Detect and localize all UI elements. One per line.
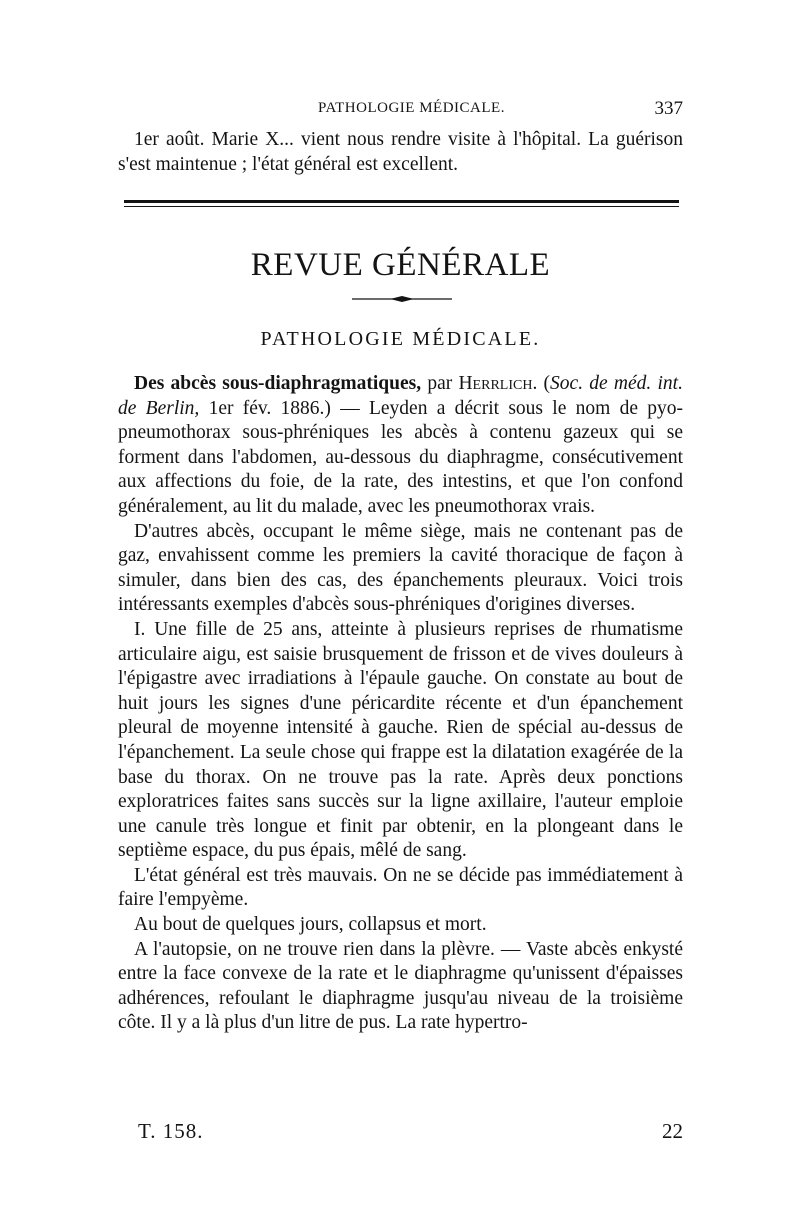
article-paragraph: A l'autopsie, on ne trouve rien dans la plèvre. — Vaste abcès enkysté entre la face convexe de la rate et le diaphragme qu'unissent d'épaisses adhérences, refoulant le diaphragme jusqu'au niveau de la troisième côte. Il y a là plus d'un litre de pus. La rate hypertro- xyxy=(118,938,683,1034)
signature-mark: 22 xyxy=(662,1119,683,1143)
tome-number: T. 158. xyxy=(138,1119,204,1143)
double-rule-thick xyxy=(124,200,679,203)
intro-paragraph: 1er août. Marie X... vient nous rendre visite à l'hôpital. La guérison s'est maintenue ; l'état général est excellent. xyxy=(118,129,683,175)
article-citation-date: 1er fév. 1886.) xyxy=(199,397,331,419)
article-paragraph: Au bout de quelques jours, collapsus et mort. xyxy=(134,914,487,936)
running-head xyxy=(118,98,683,124)
main-heading: REVUE GÉNÉRALE xyxy=(250,247,551,283)
article-body xyxy=(118,372,683,1036)
running-head-title: PATHOLOGIE MÉDICALE. xyxy=(318,100,505,116)
ornament-divider xyxy=(350,294,454,304)
article-author: Herrlich xyxy=(458,373,533,394)
article-paragraph-1 xyxy=(118,372,683,520)
article-paragraph: D'autres abcès, occupant le même siège, mais ne contenant pas de gaz, envahissent comme les premiers la cavité thoracique de façon à simuler, dans bien des cas, des épanchements pleuraux. Voici trois intéressants exemples d'abcès sous-phréniques d'origines diverses. xyxy=(118,520,683,616)
section-heading: PATHOLOGIE MÉDICALE. xyxy=(260,328,541,350)
page-number: 337 xyxy=(654,98,683,119)
article-paragraph: L'état général est très mauvais. On ne se décide pas immédiatement à faire l'empyème. xyxy=(118,864,683,911)
citation-open: . ( xyxy=(532,373,551,394)
article-paragraph: I. Une fille de 25 ans, atteinte à plusieurs reprises de rhumatisme articulaire aigu, est saisie brusquement de frisson et de vives douleurs à l'épigastre avec irradiations à l'épaule gauche. On constate au bout de huit jours les signes d'une péricardite récente et d'un épanchement pleural de moyenne intensité à gauche. Rien de spécial au-dessus de l'épanchement. La seule chose qui frappe est la dilatation exagérée de la base du thorax. On ne trouve pas la rate. Après deux ponctions exploratrices faites sans succès sur la ligne axillaire, l'auteur emploie une canule très longue et finit par obtenir, en la plongeant dans le septième espace, du pus épais, mêlé de sang. xyxy=(118,618,683,862)
page-footer xyxy=(118,1119,683,1147)
article-paragraph-1-text: — Leyden a décrit sous le nom de pyo-pneumothorax sous-phréniques les abcès à contenu gazeux qui se forment dans l'abdomen, au-dessous du diaphragme, consécutivement aux affections du foie, de la rate, des intestins, et que l'on confond généralement, au lit du malade, avec les pneumothorax vrais. xyxy=(118,397,683,517)
article-title: Des abcès sous-diaphragmatiques, xyxy=(134,373,422,394)
double-rule-thin xyxy=(124,206,679,207)
article-by: par xyxy=(421,373,459,394)
article-citation: Soc. de méd. int. de Berlin, xyxy=(118,373,683,419)
